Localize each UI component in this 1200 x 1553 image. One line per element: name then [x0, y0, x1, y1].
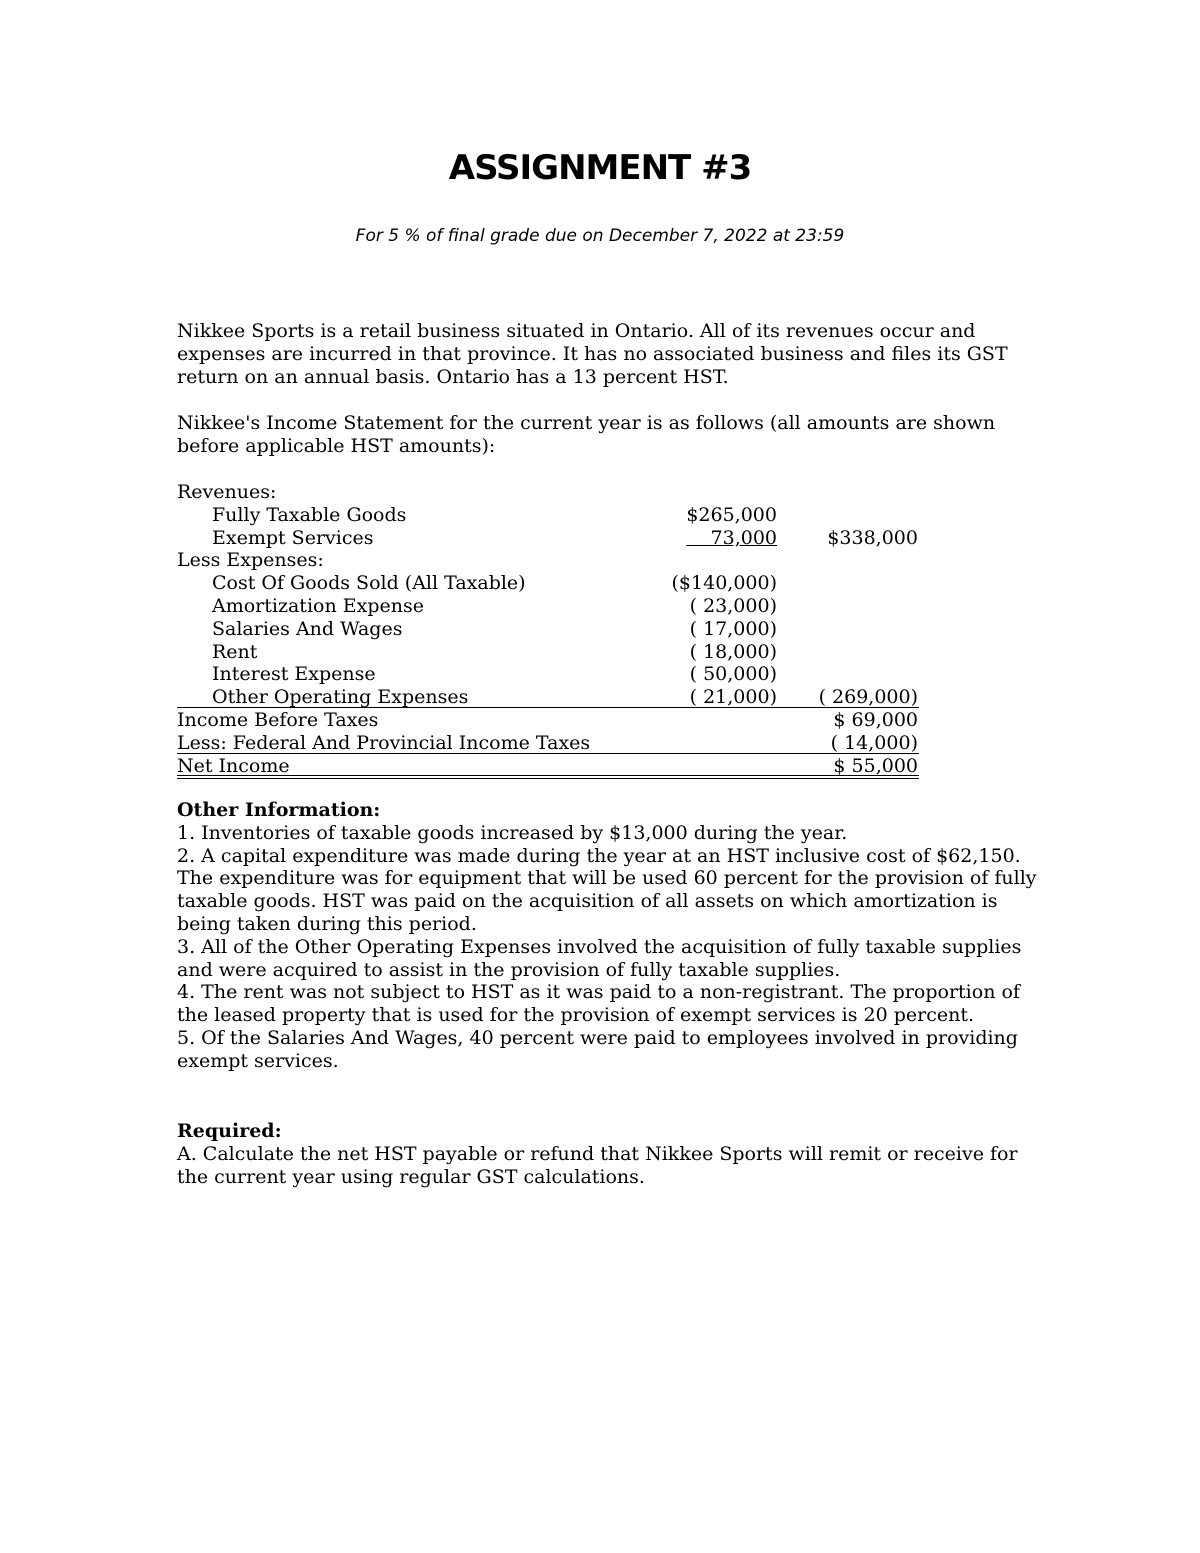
less-expenses-label: Less Expenses:: [177, 549, 324, 572]
expenses-total: ( 269,000): [818, 686, 918, 709]
salaries-label: Salaries And Wages: [212, 617, 403, 640]
statement-row: [177, 527, 922, 550]
statement-row: [177, 641, 922, 664]
income-taxes-amount: ( 14,000): [830, 731, 918, 754]
required-heading: Required:: [177, 1120, 282, 1142]
rent-amount: ( 18,000): [689, 640, 777, 663]
exempt-services-amount: 73,000: [710, 526, 777, 549]
income-before-taxes-amount: $ 69,000: [833, 708, 918, 731]
fully-taxable-goods-amount: $265,000: [686, 503, 777, 526]
double-rule-line: [177, 778, 919, 779]
rent-label: Rent: [212, 640, 258, 663]
exempt-services-label: Exempt Services: [212, 526, 374, 549]
income-statement: [177, 481, 922, 777]
other-information-section: [177, 799, 1037, 1073]
statement-row: [177, 709, 922, 732]
other-information-heading: Other Information:: [177, 799, 381, 821]
amortization-label: Amortization Expense: [212, 594, 424, 617]
info-item: 1. Inventories of taxable goods increased by $13,000 during the year.: [177, 821, 848, 844]
interest-label: Interest Expense: [212, 663, 376, 686]
income-taxes-label: Less: Federal And Provincial Income Taxes: [177, 731, 591, 754]
amortization-amount: ( 23,000): [689, 594, 777, 617]
fully-taxable-goods-label: Fully Taxable Goods: [212, 503, 407, 526]
page-subtitle: For 5 % of final grade due on December 7, 2022 at 23:59: [355, 226, 845, 246]
statement-row: [177, 686, 922, 709]
required-section: [177, 1120, 1037, 1188]
interest-amount: ( 50,000): [689, 663, 777, 686]
net-income-label: Net Income: [177, 754, 290, 777]
salaries-amount: ( 17,000): [689, 617, 777, 640]
required-text: A. Calculate the net HST payable or refund that Nikkee Sports will remit or receive for the current year using regular GST calculations.: [177, 1142, 1018, 1188]
other-operating-amount: ( 21,000): [689, 686, 777, 709]
info-item: 4. The rent was not subject to HST as it was paid to a non-registrant. The proportion of the leased property that is used for the provision of exempt services is 20 percent.: [177, 981, 1020, 1027]
income-before-taxes-label: Income Before Taxes: [177, 708, 379, 731]
cogs-amount: ($140,000): [671, 572, 777, 595]
statement-row: [177, 504, 922, 527]
intro-paragraph-1: Nikkee Sports is a retail business situated in Ontario. All of its revenues occur and expenses are incurred in that province. It has no associated business and files its GST return on an annual basis. Ontario has a 13 percent HST.: [177, 320, 1008, 388]
statement-row: [177, 595, 922, 618]
statement-row: [177, 732, 922, 755]
revenues-total: $338,000: [827, 526, 918, 549]
statement-row: [177, 549, 922, 572]
statement-row: [177, 618, 922, 641]
other-operating-label: Other Operating Expenses: [212, 686, 469, 709]
rule-line: [177, 775, 919, 776]
statement-row: [177, 755, 922, 778]
intro-paragraph-2: Nikkee's Income Statement for the current year is as follows (all amounts are shown before applicable HST amounts):: [177, 412, 996, 457]
rule-line: [177, 707, 919, 708]
page-title: ASSIGNMENT #3: [448, 148, 752, 188]
net-income-amount: $ 55,000: [833, 754, 918, 777]
cogs-label: Cost Of Goods Sold (All Taxable): [212, 572, 526, 595]
statement-row: [177, 663, 922, 686]
info-item: 2. A capital expenditure was made during the year at an HST inclusive cost of $62,150. The expenditure was for equipment that will be used 60 percent for the provision of fully taxable goods. HST was paid on the acquisition of all assets on which amortization is being taken during this period.: [177, 844, 1037, 935]
revenues-label: Revenues:: [177, 481, 277, 503]
info-item: 5. Of the Salaries And Wages, 40 percent were paid to employees involved in providing exempt services.: [177, 1026, 1018, 1072]
rule-line: [177, 753, 919, 754]
info-item: 3. All of the Other Operating Expenses involved the acquisition of fully taxable supplies and were acquired to assist in the provision of fully taxable supplies.: [177, 935, 1022, 981]
statement-row: [177, 481, 922, 504]
statement-row: [177, 572, 922, 595]
